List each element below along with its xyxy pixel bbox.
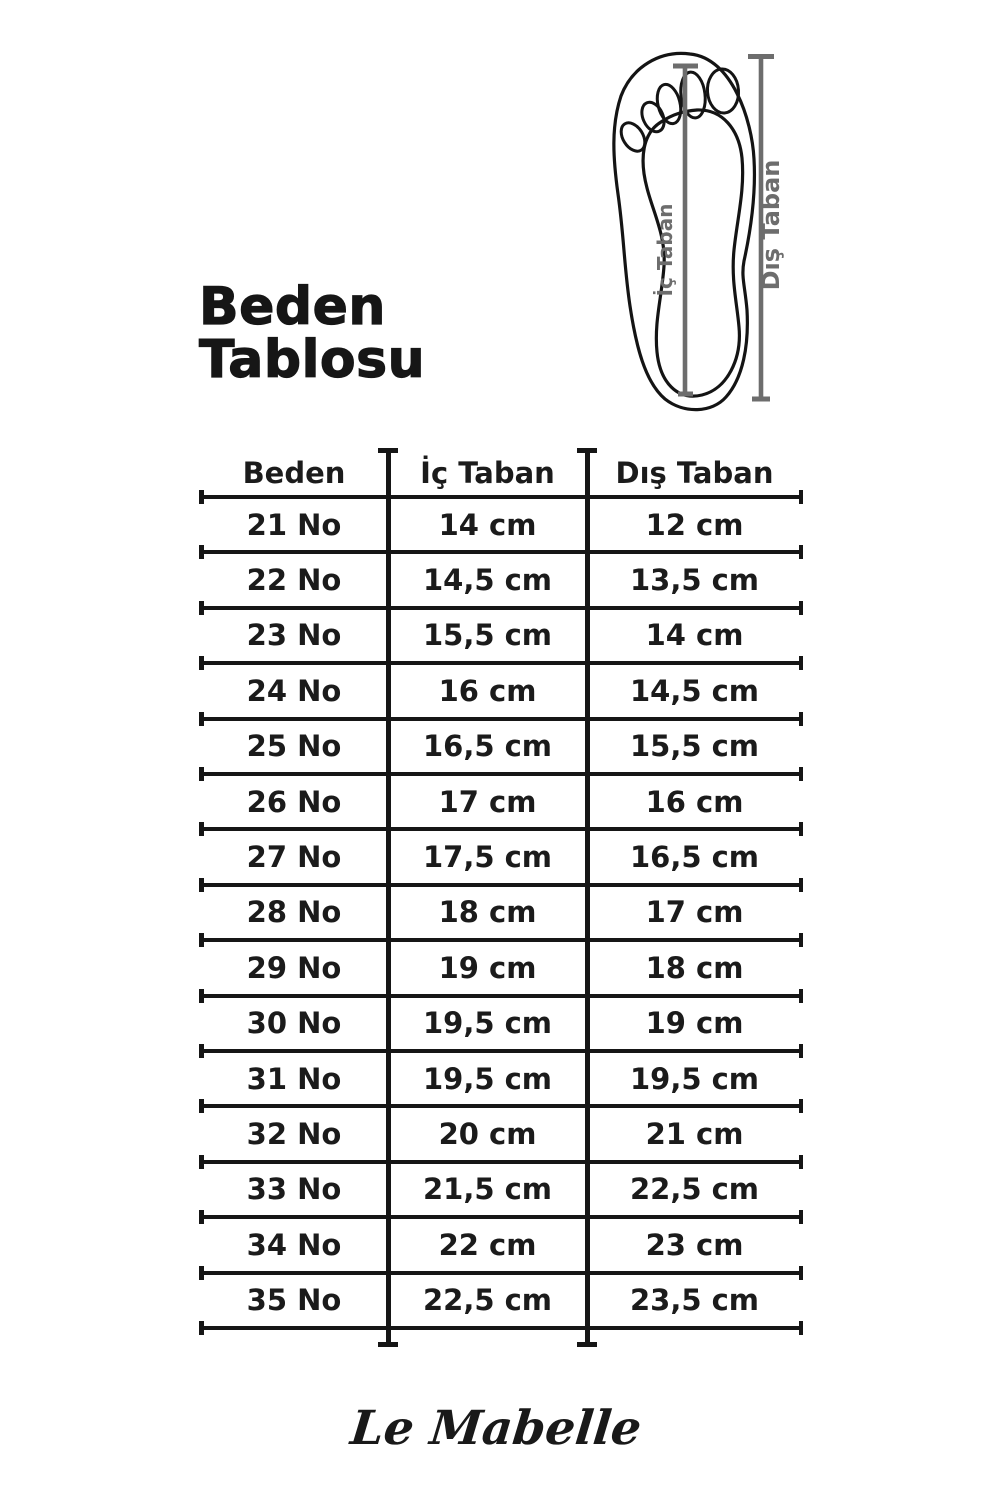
column-divider-1 (386, 448, 391, 1347)
inner-sole-cell: 14 cm (438, 507, 537, 542)
brand-logo: Le Mabelle (348, 1401, 644, 1456)
outer-sole-cell: 14,5 cm (629, 673, 760, 708)
size-cell: 31 No (246, 1061, 342, 1096)
header-size: Beden (242, 455, 346, 490)
row-divider-line (200, 606, 802, 610)
inner-sole-cell: 19,5 cm (422, 1061, 553, 1096)
inner-sole-cell: 22,5 cm (422, 1283, 553, 1318)
table-row (200, 552, 802, 607)
size-cell: 32 No (246, 1116, 342, 1151)
row-divider-line (200, 550, 802, 554)
page-title (199, 277, 426, 390)
size-table (200, 448, 802, 1347)
table-row (200, 885, 802, 940)
row-divider-line (200, 1326, 802, 1330)
inner-sole-cell: 21,5 cm (422, 1172, 553, 1207)
table-row (200, 829, 802, 884)
row-divider-line (200, 1160, 802, 1164)
table-header-row (200, 448, 802, 497)
row-divider-line (200, 1215, 802, 1219)
inner-sole-label: İç Taban (653, 203, 677, 297)
inner-sole-cell: 22 cm (438, 1227, 537, 1262)
size-cell: 29 No (246, 950, 342, 985)
foot-measurement-diagram (593, 24, 811, 416)
outer-sole-cell: 21 cm (645, 1116, 744, 1151)
outer-sole-label: Dış Taban (757, 159, 785, 291)
table-row (200, 1162, 802, 1217)
size-cell: 21 No (246, 507, 342, 542)
outer-sole-cell: 18 cm (645, 950, 744, 985)
table-row (200, 940, 802, 995)
row-divider-line (200, 1104, 802, 1108)
table-body (200, 497, 802, 1328)
outer-sole-cell: 16,5 cm (629, 840, 760, 875)
row-divider-line (200, 883, 802, 887)
table-row (200, 996, 802, 1051)
title-line-2: Tablosu (199, 330, 426, 390)
title-line-1: Beden (199, 277, 386, 337)
row-divider-line (200, 1049, 802, 1053)
table-row (200, 1106, 802, 1161)
size-cell: 26 No (246, 784, 342, 819)
inner-sole-cell: 16 cm (438, 673, 537, 708)
row-divider-line (200, 827, 802, 831)
header-outer-sole: Dış Taban (615, 455, 774, 490)
size-cell: 27 No (246, 840, 342, 875)
table-row (200, 663, 802, 718)
table-row (200, 497, 802, 552)
outer-sole-cell: 23,5 cm (629, 1283, 760, 1318)
size-cell: 30 No (246, 1006, 342, 1041)
outer-sole-cell: 17 cm (645, 895, 744, 930)
outer-sole-cell: 19 cm (645, 1006, 744, 1041)
outer-sole-cell: 13,5 cm (629, 563, 760, 598)
row-divider-line (200, 994, 802, 998)
size-cell: 25 No (246, 729, 342, 764)
size-cell: 23 No (246, 618, 342, 653)
column-divider-2 (585, 448, 590, 1347)
outer-sole-cell: 16 cm (645, 784, 744, 819)
outer-sole-cell: 15,5 cm (629, 729, 760, 764)
inner-sole-cell: 16,5 cm (422, 729, 553, 764)
size-cell: 24 No (246, 673, 342, 708)
outer-sole-cell: 23 cm (645, 1227, 744, 1262)
row-divider-line (200, 495, 802, 499)
header-inner-sole: İç Taban (420, 455, 555, 490)
inner-sole-cell: 19 cm (438, 950, 537, 985)
inner-sole-cell: 18 cm (438, 895, 537, 930)
inner-sole-cell: 15,5 cm (422, 618, 553, 653)
outer-sole-cell: 19,5 cm (629, 1061, 760, 1096)
outer-sole-cell: 14 cm (645, 618, 744, 653)
inner-sole-cell: 19,5 cm (422, 1006, 553, 1041)
table-row (200, 1272, 802, 1327)
size-cell: 28 No (246, 895, 342, 930)
size-cell: 22 No (246, 563, 342, 598)
row-divider-line (200, 772, 802, 776)
inner-sole-cell: 17 cm (438, 784, 537, 819)
size-cell: 35 No (246, 1283, 342, 1318)
outer-sole-cell: 12 cm (645, 507, 744, 542)
table-row (200, 774, 802, 829)
table-row (200, 1051, 802, 1106)
table-row (200, 1217, 802, 1272)
table-row (200, 719, 802, 774)
table-row (200, 608, 802, 663)
inner-sole-cell: 14,5 cm (422, 563, 553, 598)
inner-sole-cell: 17,5 cm (422, 840, 553, 875)
row-divider-line (200, 661, 802, 665)
inner-sole-cell: 20 cm (438, 1116, 537, 1151)
row-divider-line (200, 938, 802, 942)
outer-sole-cell: 22,5 cm (629, 1172, 760, 1207)
row-divider-line (200, 1271, 802, 1275)
size-cell: 33 No (246, 1172, 342, 1207)
size-cell: 34 No (246, 1227, 342, 1262)
row-divider-line (200, 717, 802, 721)
